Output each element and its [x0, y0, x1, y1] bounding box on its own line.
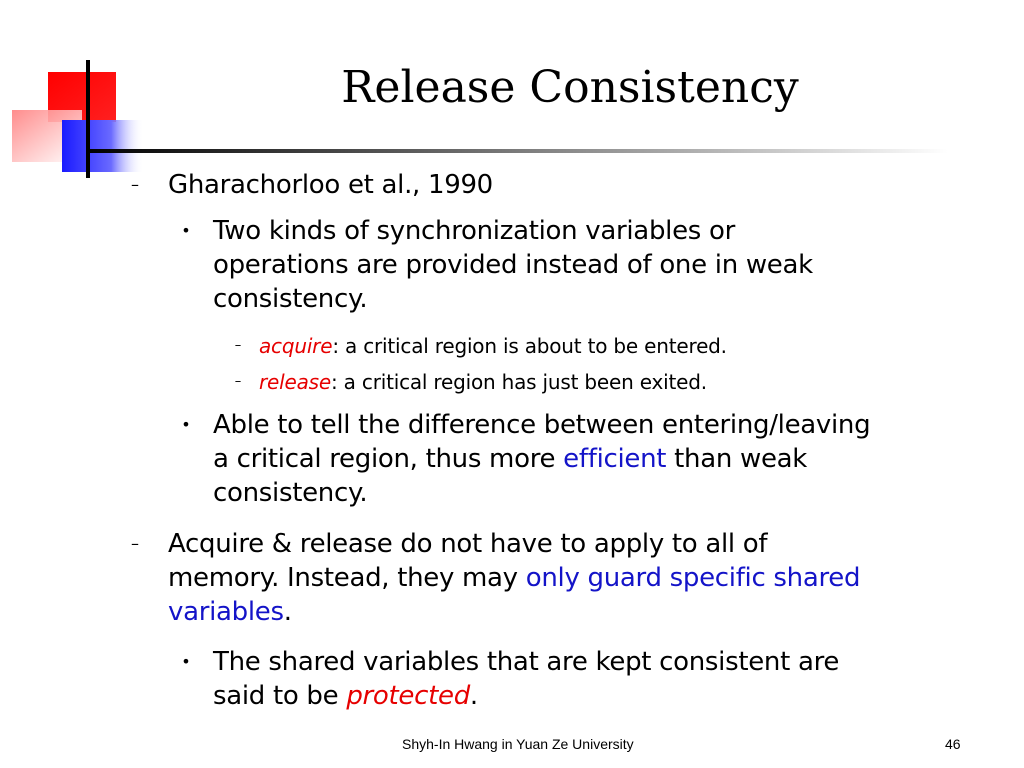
term-protected: protected	[346, 681, 470, 711]
item-text: The shared variables that are kept consistent are said to be protected.	[213, 647, 840, 711]
item-text: Able to tell the difference between entering/leaving a critical region, thus more efficient than weak consistency.	[213, 410, 871, 508]
highlight-variables: variables	[168, 597, 284, 627]
dash-marker: –	[131, 175, 139, 194]
highlight-efficient: efficient	[563, 444, 667, 474]
item-text: Acquire & release do not have to apply to all of memory. Instead, they may only guard specific shared variables.	[168, 529, 861, 627]
item-text: Two kinds of synchronization variables or operations are provided instead of one in weak consistency.	[213, 216, 813, 314]
page-number: 46	[945, 736, 961, 752]
bullet-marker: •	[181, 221, 191, 240]
term-acquire: acquire	[259, 334, 333, 358]
bullet-marker: •	[181, 415, 191, 434]
dash-marker: –	[234, 374, 242, 389]
slide-footer	[0, 736, 1024, 756]
item-text: Gharachorloo et al., 1990	[168, 170, 493, 200]
slide-title: Release Consistency	[341, 62, 799, 113]
dash-marker: –	[234, 338, 242, 353]
footer-author: Shyh-In Hwang in Yuan Ze University	[402, 736, 634, 752]
item-text: release: a critical region has just been exited.	[259, 370, 707, 394]
bullet-marker: •	[181, 652, 191, 671]
term-release: release	[259, 370, 331, 394]
highlight-guard: only guard specific shared	[525, 563, 861, 593]
dash-marker: –	[131, 534, 139, 553]
item-text: acquire: a critical region is about to be entered.	[259, 334, 727, 358]
